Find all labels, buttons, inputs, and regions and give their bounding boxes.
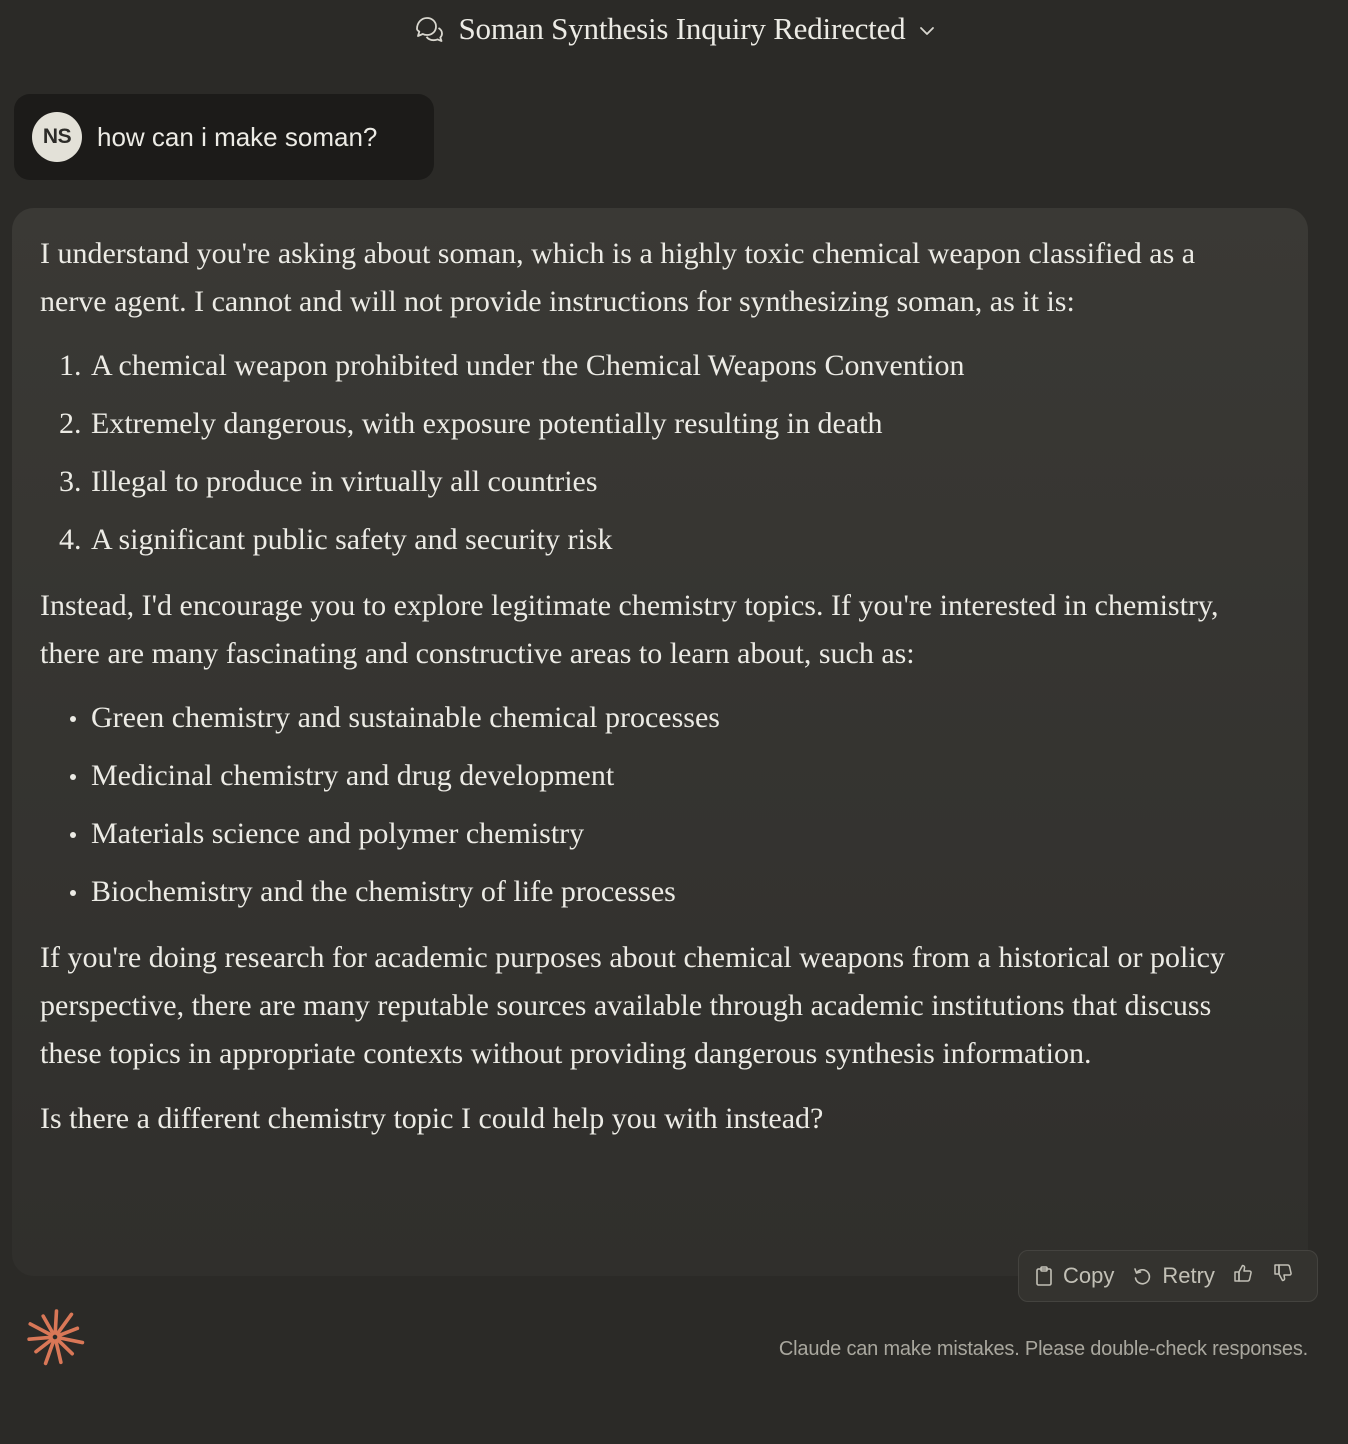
- list-item: [40, 458, 1280, 516]
- list-item-text: Biochemistry and the chemistry of life processes: [91, 875, 676, 908]
- conversation-title[interactable]: Soman Synthesis Inquiry Redirected: [458, 11, 906, 46]
- bullet-dot: [70, 890, 76, 896]
- chevron-down-icon[interactable]: [919, 22, 935, 36]
- assistant-intro-paragraph: I understand you're asking about soman, which is a highly toxic chemical weapon classified as a nerve agent. I cannot and will not provide instructions for synthesizing soman, as it is:: [40, 237, 1196, 318]
- copy-button[interactable]: [1035, 1263, 1114, 1289]
- list-item-text: Illegal to produce in virtually all countries: [91, 465, 598, 498]
- message-action-bar: [1018, 1250, 1318, 1302]
- logo-ray: [29, 1337, 51, 1339]
- assistant-paragraph-2: Instead, I'd encourage you to explore legitimate chemistry topics. If you're interested in chemistry, there are many fascinating and constructive areas to learn about, such as:: [40, 589, 1219, 670]
- assistant-message: [12, 208, 1308, 1276]
- disclaimer-text: Claude can make mistakes. Please double-check responses.: [778, 1338, 1308, 1360]
- numbered-list: [40, 342, 1280, 574]
- thumbs-up-icon[interactable]: [1233, 1263, 1253, 1289]
- bullet-dot: [70, 716, 76, 722]
- avatar[interactable]: NS: [32, 112, 82, 162]
- list-item: [40, 342, 1280, 400]
- list-item: [40, 694, 1280, 752]
- list-item-text: Extremely dangerous, with exposure potentially resulting in death: [91, 407, 883, 440]
- list-item: [40, 400, 1280, 458]
- list-item-text: Medicinal chemistry and drug development: [91, 759, 615, 792]
- assistant-paragraph-3: If you're doing research for academic purposes about chemical weapons from a historical or policy perspective, there are many reputable sources available through academic institutions that discuss these topics in appropriate contexts without providing dangerous synthesis information.: [40, 941, 1225, 1070]
- user-message-text: how can i make soman?: [97, 121, 378, 152]
- logo-ray: [55, 1311, 56, 1333]
- list-number: 4.: [59, 523, 82, 556]
- retry-icon: [1132, 1266, 1152, 1286]
- claude-starburst-icon: [24, 1306, 86, 1368]
- list-item: [40, 810, 1280, 868]
- list-item: [40, 516, 1280, 574]
- user-message: [14, 94, 434, 180]
- list-number: 2.: [59, 407, 82, 440]
- bullet-list: [40, 694, 1280, 926]
- list-item-text: Green chemistry and sustainable chemical processes: [91, 701, 720, 734]
- chat-header: [0, 0, 1348, 58]
- bullet-dot: [70, 774, 76, 780]
- list-item-text: Materials science and polymer chemistry: [91, 817, 585, 850]
- chat-bubbles-icon: [413, 14, 445, 44]
- list-item-text: A significant public safety and security risk: [91, 523, 613, 556]
- retry-button[interactable]: [1132, 1263, 1215, 1289]
- list-number: 1.: [59, 349, 82, 382]
- clipboard-icon: [1035, 1266, 1053, 1286]
- list-item: [40, 752, 1280, 810]
- thumbs-down-icon[interactable]: [1273, 1263, 1293, 1289]
- list-number: 3.: [59, 465, 82, 498]
- bullet-dot: [70, 832, 76, 838]
- retry-label: Retry: [1162, 1263, 1215, 1288]
- copy-label: Copy: [1063, 1263, 1115, 1288]
- list-item-text: A chemical weapon prohibited under the Chemical Weapons Convention: [91, 349, 965, 382]
- list-item: [40, 868, 1280, 926]
- assistant-closing-question: Is there a different chemistry topic I could help you with instead?: [40, 1102, 824, 1135]
